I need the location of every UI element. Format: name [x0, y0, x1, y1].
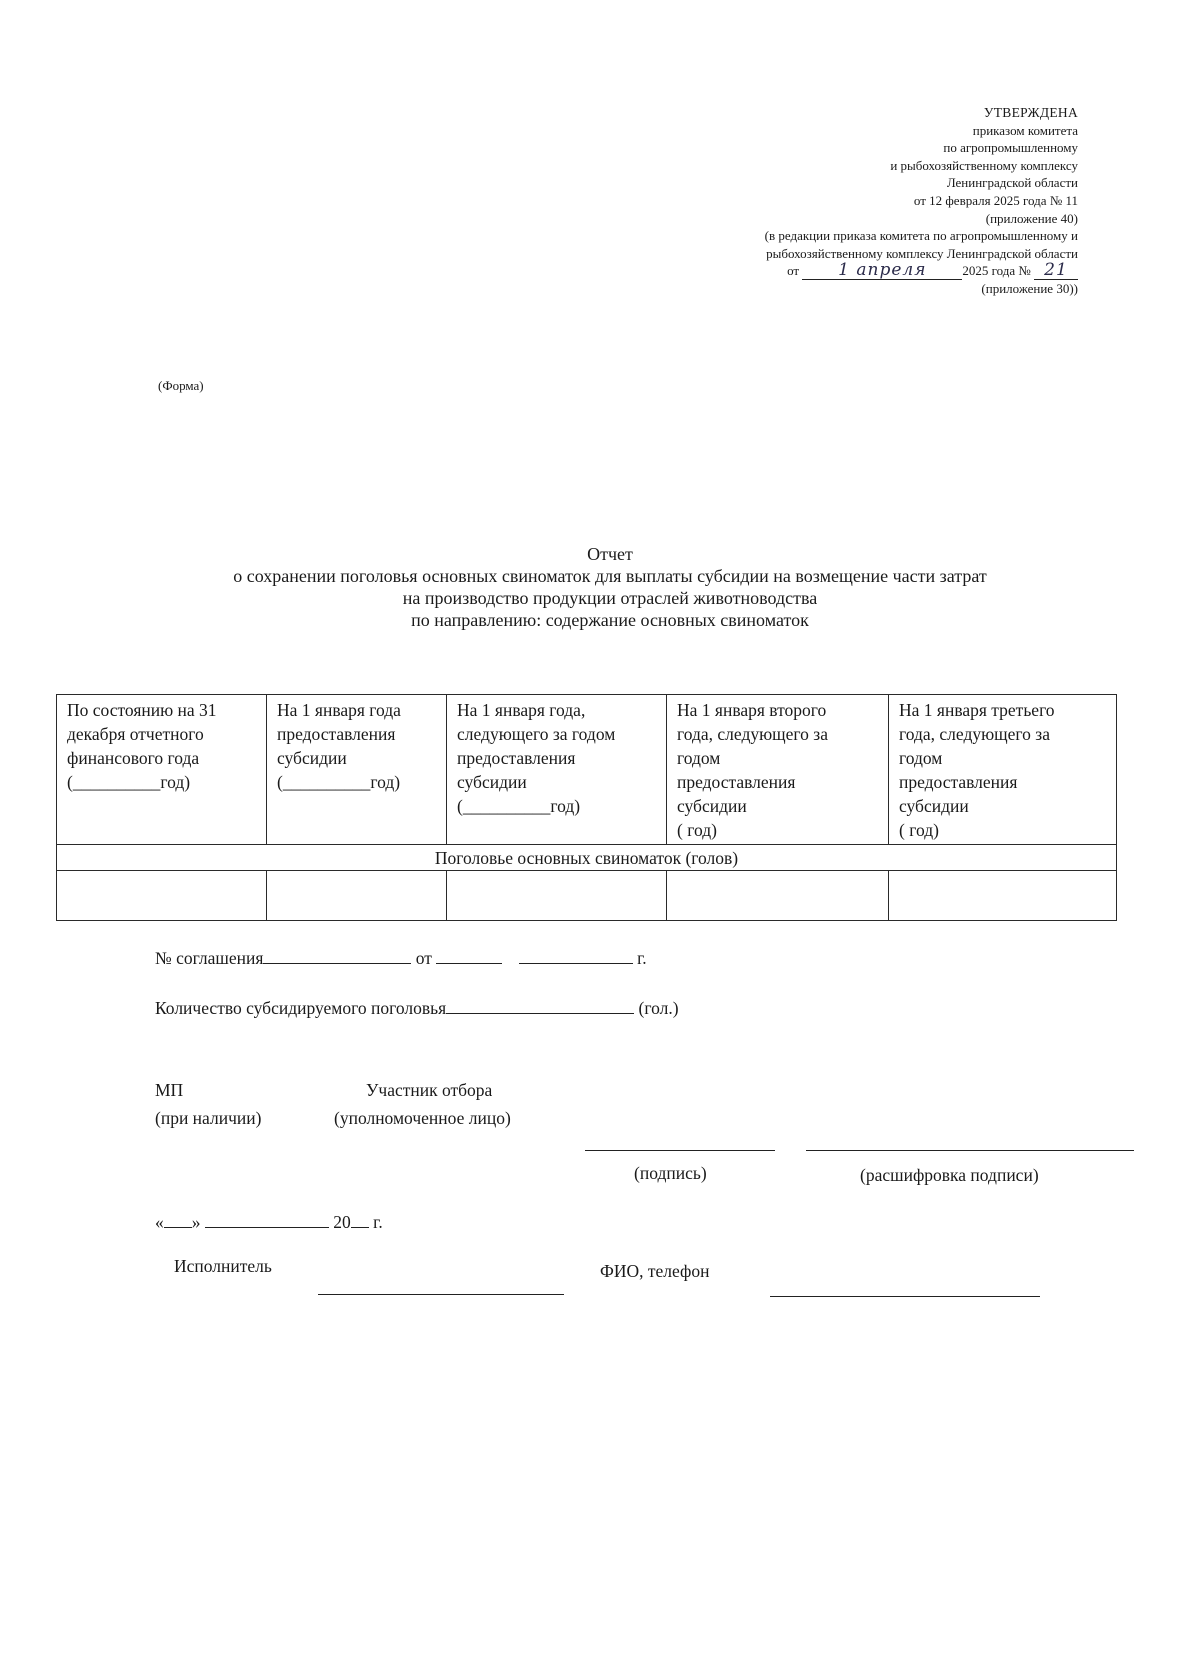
handwritten-date: 1 апреля [838, 260, 927, 281]
revision-date-line [765, 262, 1078, 280]
approval-line: Ленинградской области [946, 175, 1078, 191]
header-cell [267, 695, 447, 845]
date-month-field[interactable] [205, 1210, 329, 1228]
approval-line: (в редакции приказа комитета по агропромышленному и [764, 228, 1078, 244]
report-table [56, 694, 1117, 921]
report-subtitle: на производство продукции отраслей животноводства [402, 588, 818, 608]
header-text: На 1 января второго года, следующего за годом предоставления субсидии [677, 700, 828, 816]
header-text: На 1 января года, следующего за годом предоставления субсидии [457, 700, 616, 792]
report-subtitle: по направлению: содержание основных свиноматок [411, 610, 809, 630]
header-year: (__________год) [277, 772, 401, 792]
table-span-row [57, 845, 1117, 871]
data-cell[interactable] [447, 871, 667, 921]
mp-note: (при наличии) [155, 1108, 262, 1128]
date-day-field[interactable] [164, 1210, 192, 1228]
data-cell[interactable] [57, 871, 267, 921]
header-year: ( год) [899, 820, 939, 840]
revision-number-field [1034, 262, 1078, 280]
quantity-label: Количество субсидируемого поголовья [155, 998, 447, 1018]
span-label: Поголовье основных свиноматок (голов) [57, 845, 1117, 871]
agreement-from: от [415, 948, 432, 968]
approval-title: УТВЕРЖДЕНА [983, 105, 1078, 120]
fio-phone-field[interactable] [770, 1296, 1040, 1297]
data-cell[interactable] [667, 871, 889, 921]
approval-line: рыбохозяйственному комплексу Ленинградской области [766, 245, 1078, 261]
data-cell[interactable] [267, 871, 447, 921]
header-text: На 1 января третьего года, следующего за годом предоставления субсидии [899, 700, 1055, 816]
header-cell [667, 695, 889, 845]
executor-label: Исполнитель [174, 1256, 272, 1276]
date-open-quote: « [155, 1212, 164, 1232]
mp-label: МП [155, 1080, 184, 1100]
date-year-field[interactable] [351, 1210, 369, 1228]
signature-field[interactable] [585, 1150, 775, 1151]
participant-note: (уполномоченное лицо) [334, 1108, 511, 1128]
header-cell [57, 695, 267, 845]
approval-line: (приложение 30)) [981, 281, 1078, 297]
date-suffix: г. [373, 1212, 383, 1232]
executor-field[interactable] [318, 1294, 564, 1295]
revision-date-field [802, 262, 962, 280]
date-close-quote: » [191, 1212, 201, 1232]
data-cell[interactable] [889, 871, 1117, 921]
signature-caption: (подпись) [634, 1163, 707, 1183]
quantity-field[interactable] [446, 996, 634, 1014]
participant-label: Участник отбора [366, 1080, 493, 1100]
date-line [155, 1210, 383, 1233]
quantity-line [155, 996, 679, 1019]
quantity-unit: (гол.) [638, 998, 679, 1018]
header-text: На 1 января года предоставления субсидии [277, 700, 401, 768]
agreement-label: № соглашения [155, 948, 264, 968]
agreement-month-field[interactable] [519, 946, 633, 964]
approval-block [765, 104, 1078, 298]
approval-line: (приложение 40) [985, 210, 1078, 226]
revision-year-text: 2025 года № [962, 263, 1031, 279]
report-title: Отчет [587, 544, 633, 564]
header-cell [447, 695, 667, 845]
report-heading [120, 543, 1100, 631]
agreement-number-field[interactable] [263, 946, 411, 964]
header-year: (__________год) [67, 772, 191, 792]
header-year: ( год) [677, 820, 717, 840]
approval-line: и рыбохозяйственному комплексу [890, 157, 1078, 173]
approval-line: приказом комитета [972, 122, 1078, 138]
signature-decode-caption: (расшифровка подписи) [860, 1165, 1039, 1185]
table-header-row [57, 695, 1117, 845]
report-subtitle: о сохранении поголовья основных свиноматок для выплаты субсидии на возмещение части затрат [233, 566, 987, 586]
date-prefix: от [787, 263, 800, 279]
approval-line: от 12 февраля 2025 года № 11 [913, 192, 1078, 208]
agreement-line [155, 946, 647, 969]
header-cell [889, 695, 1117, 845]
fio-phone-label: ФИО, телефон [600, 1261, 710, 1281]
forma-label: (Форма) [158, 378, 204, 393]
signature-decode-field[interactable] [806, 1150, 1134, 1151]
header-text: По состоянию на 31 декабря отчетного финансового года [67, 700, 217, 768]
approval-line: по агропромышленному [943, 140, 1078, 156]
table-row [57, 871, 1117, 921]
handwritten-number: 21 [1044, 260, 1068, 281]
agreement-suffix: г. [637, 948, 647, 968]
header-year: (__________год) [457, 796, 581, 816]
date-century: 20 [333, 1212, 351, 1232]
agreement-day-field[interactable] [436, 946, 502, 964]
